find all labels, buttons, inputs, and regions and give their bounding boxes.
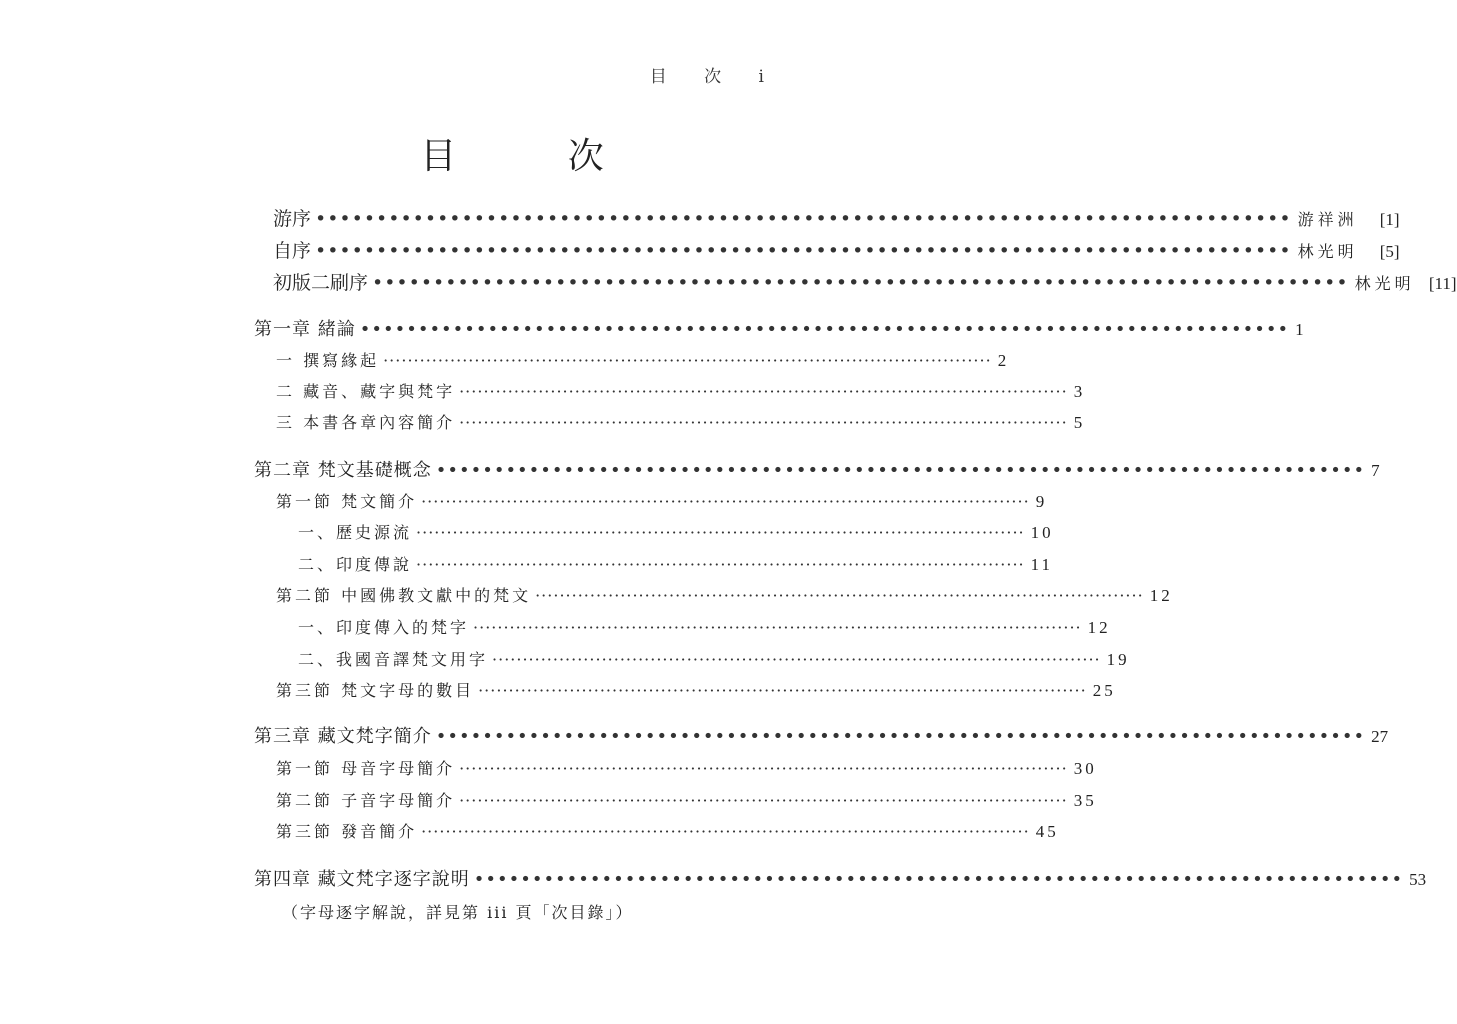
entry-label: 自序 [273,240,312,262]
entry-page: 30 [1073,759,1097,778]
leader-dots: ···································································································· [535,586,1144,605]
entry-page: 27 [1371,727,1389,746]
entry-page: 3 [1073,382,1086,401]
leader-dots: ···································································································· [459,413,1068,432]
entry-label: 第四章 藏文梵字逐字說明 [254,869,470,890]
toc-entry-preface-you[interactable] [273,204,1400,231]
toc-entry-chapter-4[interactable] [254,865,1427,891]
toc-entry-3-2[interactable] [276,788,1097,811]
entry-author: 游祥洲 [1297,210,1358,229]
entry-page: [11] [1428,274,1457,293]
leader-dots: ···································································································· [416,555,1025,574]
leader-dots: ···································································································· [478,681,1087,700]
entry-page: 19 [1106,650,1130,669]
leader-dots: ···································································································· [383,351,992,370]
leader-dots: ···································································································· [459,382,1068,401]
leader-dots: •••••••••••••••••••••••••••••••••••••••••••••••••••••••••••••••••••••••••••••••• [435,460,1366,481]
toc-entry-2-1[interactable] [276,489,1048,512]
sub-index-note: （字母逐字解說，詳見第 iii 頁「次目錄」） [282,903,634,922]
entry-label: 第二節 子音字母簡介 [276,791,456,810]
entry-page: 10 [1030,523,1054,542]
entry-label: 一、歷史源流 [298,523,413,542]
leader-dots: ···································································································· [492,650,1101,669]
entry-page: 45 [1035,822,1059,841]
entry-page: 7 [1371,461,1380,480]
entry-author: 林光明 [1354,274,1415,293]
entry-page: [1] [1379,210,1400,229]
toc-entry-chapter-2[interactable] [254,456,1380,482]
page-title: 目 次 [420,136,654,177]
entry-page: 2 [997,351,1010,370]
entry-page: [5] [1379,242,1400,261]
entry-label: 第一章 緒論 [254,319,356,340]
leader-dots: ···································································································· [473,618,1082,637]
toc-entry-2-3[interactable] [276,678,1116,701]
toc-entry-chapter-3[interactable] [254,722,1389,748]
toc-entry-2-2-2[interactable] [298,647,1130,670]
running-header: 目 次 i [649,67,780,87]
entry-label: 一、印度傳入的梵字 [298,618,470,637]
entry-page: 9 [1035,492,1048,511]
entry-label: 第三節 發音簡介 [276,822,418,841]
toc-entry-preface-self[interactable] [273,236,1400,263]
toc-entry-2-2[interactable] [276,583,1173,606]
toc-entry-1-3[interactable] [276,410,1086,433]
leader-dots: •••••••••••••••••••••••••••••••••••••••••••••••••••••••••••••••••••••••••••••••• [372,272,1349,294]
entry-label: 游序 [273,208,312,230]
toc-entry-preface-reprint[interactable] [273,268,1457,295]
leader-dots: ···································································································· [421,822,1030,841]
entry-label: 三 本書各章內容簡介 [276,413,456,432]
leader-dots: ···································································································· [459,759,1068,778]
entry-label: 二 藏音、藏字與梵字 [276,382,456,401]
toc-entry-2-1-2[interactable] [298,552,1053,575]
leader-dots: ···································································································· [416,523,1025,542]
leader-dots: •••••••••••••••••••••••••••••••••••••••••••••••••••••••••••••••••••••••••••••••• [359,319,1290,340]
toc-entry-chapter-1[interactable] [254,315,1304,341]
leader-dots: ···································································································· [421,492,1030,511]
entry-label: 二、印度傳說 [298,555,413,574]
entry-page: 53 [1409,870,1427,889]
entry-page: 1 [1295,320,1304,339]
entry-page: 12 [1087,618,1111,637]
toc-entry-2-2-1[interactable] [298,615,1111,638]
toc-entry-1-1[interactable] [276,348,1010,371]
entry-label: 二、我國音譯梵文用字 [298,650,489,669]
leader-dots: ···································································································· [459,791,1068,810]
leader-dots: •••••••••••••••••••••••••••••••••••••••••••••••••••••••••••••••••••••••••••••••• [315,240,1292,262]
entry-label: 第一節 母音字母簡介 [276,759,456,778]
entry-page: 11 [1030,555,1053,574]
entry-author: 林光明 [1297,242,1358,261]
leader-dots: •••••••••••••••••••••••••••••••••••••••••••••••••••••••••••••••••••••••••••••••• [315,208,1292,230]
entry-page: 12 [1149,586,1173,605]
toc-entry-1-2[interactable] [276,379,1086,402]
entry-label: 第二章 梵文基礎概念 [254,460,432,481]
entry-label: 第三章 藏文梵字簡介 [254,726,432,747]
entry-label: 一 撰寫緣起 [276,351,380,370]
entry-page: 25 [1092,681,1116,700]
entry-page: 5 [1073,413,1086,432]
leader-dots: •••••••••••••••••••••••••••••••••••••••••••••••••••••••••••••••••••••••••••••••• [473,869,1404,890]
entry-label: 第三節 梵文字母的數目 [276,681,475,700]
toc-entry-3-1[interactable] [276,756,1097,779]
entry-label: 第二節 中國佛教文獻中的梵文 [276,586,532,605]
leader-dots: •••••••••••••••••••••••••••••••••••••••••••••••••••••••••••••••••••••••••••••••• [435,726,1366,747]
entry-label: 初版二刷序 [273,272,369,294]
entry-page: 35 [1073,791,1097,810]
entry-label: 第一節 梵文簡介 [276,492,418,511]
toc-entry-2-1-1[interactable] [298,520,1054,543]
toc-entry-3-3[interactable] [276,819,1059,842]
